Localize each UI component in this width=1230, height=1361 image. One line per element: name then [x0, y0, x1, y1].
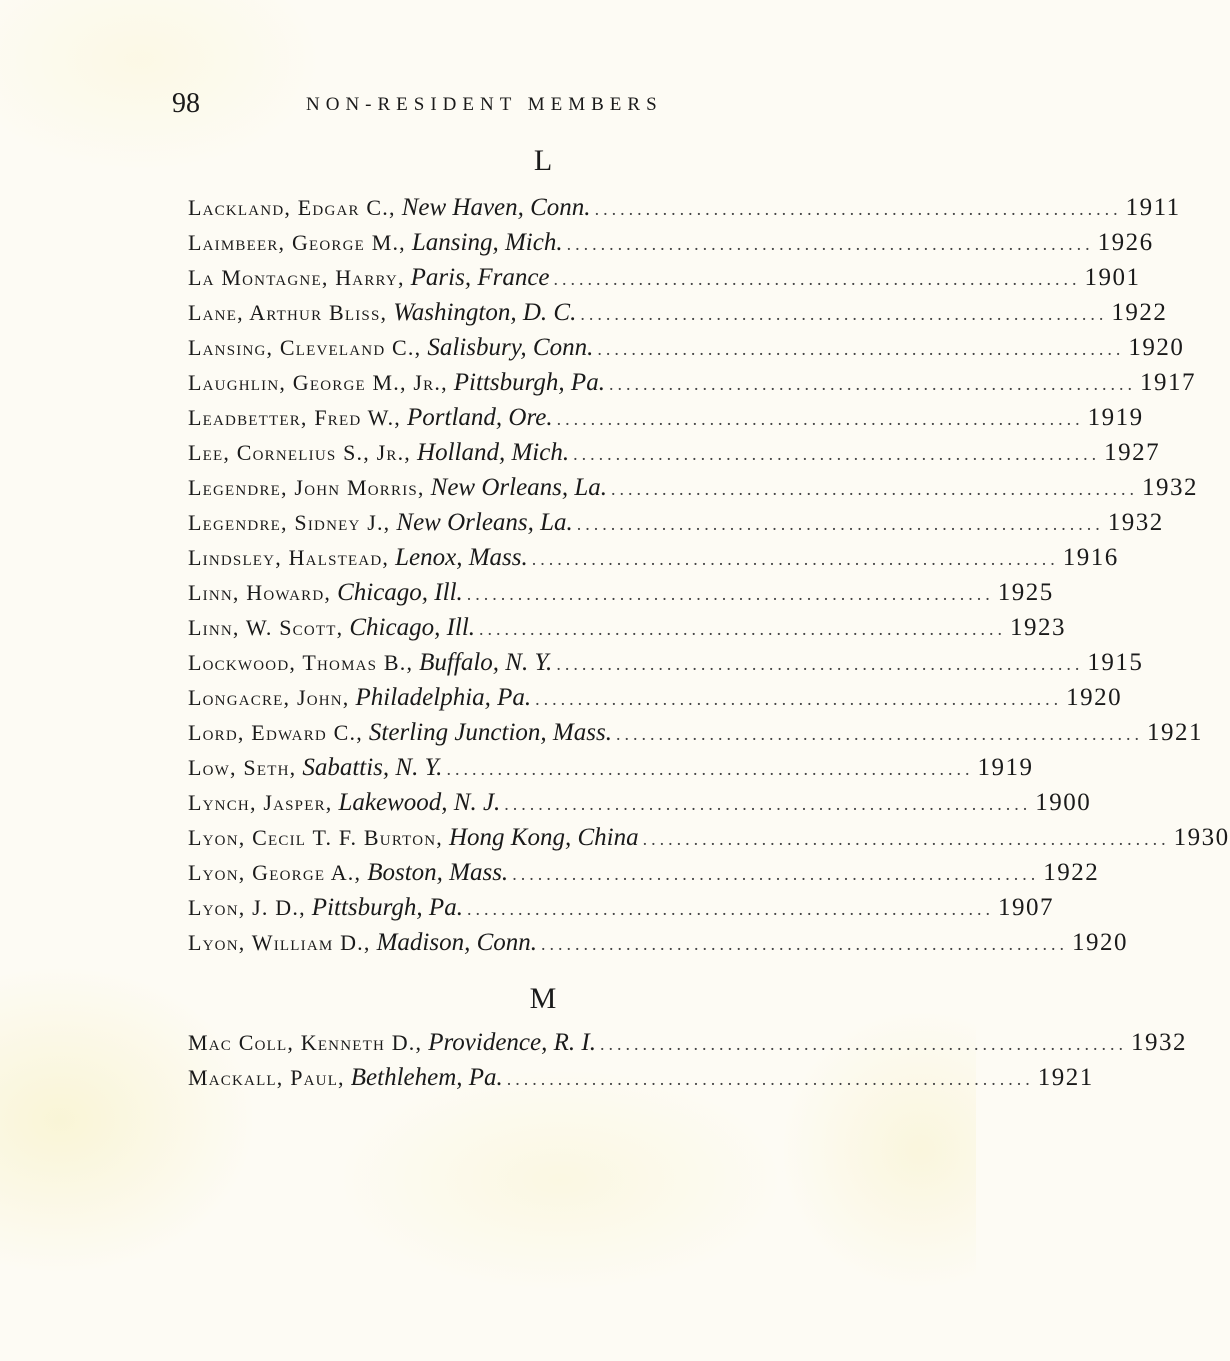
- member-place: Portland, Ore.: [407, 404, 553, 431]
- member-year: 1922: [1111, 299, 1168, 326]
- member-entry: [188, 194, 1181, 229]
- member-place: Sterling Junction, Mass.: [368, 719, 612, 746]
- member-name: La Montagne, Harry,: [188, 265, 405, 290]
- dot-leader: ..............................................................: [580, 304, 1108, 324]
- member-entry: [188, 929, 1129, 964]
- member-entry: [188, 229, 1154, 264]
- member-entry: [188, 439, 1161, 474]
- dot-leader: ..............................................................: [506, 1069, 1034, 1089]
- dot-leader: ..............................................................: [504, 794, 1032, 814]
- member-place: Hong Kong, China: [448, 824, 639, 851]
- member-name: Leadbetter, Fred W.,: [188, 405, 402, 430]
- member-name: Longacre, John,: [188, 685, 350, 710]
- member-place: Holland, Mich.: [417, 439, 570, 466]
- member-place: Salisbury, Conn.: [427, 334, 594, 361]
- member-place: Chicago, Ill.: [349, 614, 476, 641]
- member-entry: [188, 474, 1199, 509]
- member-name: Lackland, Edgar C.,: [188, 195, 396, 220]
- member-name: Lyon, William D.,: [188, 930, 371, 955]
- member-place: Washington, D. C.: [393, 299, 577, 326]
- member-entry: [188, 404, 1144, 439]
- member-year: 1925: [997, 579, 1054, 606]
- dot-leader: ..............................................................: [556, 409, 1084, 429]
- page-number: 98: [172, 88, 200, 119]
- member-year: 1917: [1139, 369, 1196, 396]
- member-name: Lynch, Jasper,: [188, 790, 333, 815]
- member-place: New Orleans, La.: [430, 474, 608, 501]
- member-year: 1911: [1125, 194, 1181, 221]
- member-entry: [188, 1029, 1187, 1064]
- member-list-l: [188, 194, 1230, 964]
- member-entry: [188, 754, 1034, 789]
- member-year: 1930: [1173, 824, 1230, 851]
- member-place: Pittsburgh, Pa.: [453, 369, 605, 396]
- member-name: Lee, Cornelius S., Jr.,: [188, 440, 412, 465]
- member-entry: [188, 299, 1168, 334]
- member-year: 1920: [1072, 929, 1129, 956]
- dot-leader: ..............................................................: [512, 864, 1040, 884]
- member-year: 1932: [1130, 1029, 1187, 1056]
- member-place: Philadelphia, Pa.: [355, 684, 532, 711]
- member-year: 1900: [1035, 789, 1092, 816]
- member-name: Lyon, J. D.,: [188, 895, 306, 920]
- dot-leader: ..............................................................: [576, 514, 1104, 534]
- member-entry: [188, 1064, 1094, 1099]
- dot-leader: ..............................................................: [615, 724, 1143, 744]
- member-place: Boston, Mass.: [367, 859, 509, 886]
- member-entry: [188, 264, 1141, 299]
- member-name: Laimbeer, George M.,: [188, 230, 406, 255]
- member-entry: [188, 509, 1164, 544]
- dot-leader: ..............................................................: [611, 479, 1139, 499]
- member-name: Lansing, Cleveland C.,: [188, 335, 422, 360]
- member-place: Madison, Conn.: [376, 929, 538, 956]
- section-letter-m: M: [529, 982, 557, 1015]
- dot-leader: ..............................................................: [599, 1034, 1127, 1054]
- member-entry: [188, 369, 1196, 404]
- member-name: Linn, Howard,: [188, 580, 332, 605]
- dot-leader: ..............................................................: [573, 444, 1101, 464]
- dot-leader: ..............................................................: [479, 619, 1007, 639]
- member-entry: [188, 544, 1119, 579]
- dot-leader: ..............................................................: [608, 374, 1136, 394]
- member-place: Lakewood, N. J.: [338, 789, 501, 816]
- dot-leader: ..............................................................: [541, 934, 1069, 954]
- member-entry: [188, 649, 1144, 684]
- dot-leader: ..............................................................: [535, 689, 1063, 709]
- member-place: Bethlehem, Pa.: [350, 1064, 503, 1091]
- dot-leader: ..............................................................: [446, 759, 974, 779]
- member-year: 1926: [1097, 229, 1154, 256]
- dot-leader: ..............................................................: [466, 584, 994, 604]
- member-year: 1921: [1037, 1064, 1094, 1091]
- member-name: Mackall, Paul,: [188, 1065, 345, 1090]
- dot-leader: ..............................................................: [531, 549, 1059, 569]
- member-year: 1907: [997, 894, 1054, 921]
- member-place: Chicago, Ill.: [337, 579, 463, 606]
- member-name: Mac Coll, Kenneth D.,: [188, 1030, 423, 1055]
- member-year: 1922: [1043, 859, 1100, 886]
- dot-leader: ..............................................................: [594, 199, 1122, 219]
- member-year: 1932: [1107, 509, 1164, 536]
- member-year: 1915: [1087, 649, 1144, 676]
- member-list-m: [188, 1029, 1187, 1099]
- member-place: Providence, R. I.: [428, 1029, 596, 1056]
- member-entry: [188, 579, 1054, 614]
- member-name: Lockwood, Thomas B.,: [188, 650, 414, 675]
- member-year: 1927: [1104, 439, 1161, 466]
- member-year: 1920: [1066, 684, 1123, 711]
- dot-leader: ..............................................................: [566, 234, 1094, 254]
- member-name: Legendre, Sidney J.,: [188, 510, 391, 535]
- member-year: 1923: [1010, 614, 1067, 641]
- member-name: Lyon, Cecil T. F. Burton,: [188, 825, 443, 850]
- member-entry: [188, 824, 1230, 859]
- member-place: New Haven, Conn.: [401, 194, 591, 221]
- dot-leader: ..............................................................: [553, 269, 1081, 289]
- member-name: Low, Seth,: [188, 755, 297, 780]
- section-letter-l: L: [533, 144, 553, 177]
- member-place: Paris, France: [410, 264, 550, 291]
- member-name: Legendre, John Morris,: [188, 475, 425, 500]
- member-year: 1921: [1146, 719, 1203, 746]
- member-name: Lord, Edward C.,: [188, 720, 363, 745]
- member-entry: [188, 614, 1067, 649]
- member-year: 1901: [1084, 264, 1141, 291]
- member-entry: [188, 894, 1054, 929]
- member-name: Laughlin, George M., Jr.,: [188, 370, 448, 395]
- member-place: Lenox, Mass.: [395, 544, 528, 571]
- member-year: 1920: [1128, 334, 1185, 361]
- member-name: Linn, W. Scott,: [188, 615, 344, 640]
- dot-leader: ..............................................................: [556, 654, 1084, 674]
- member-year: 1919: [977, 754, 1034, 781]
- member-place: Lansing, Mich.: [411, 229, 563, 256]
- member-year: 1916: [1062, 544, 1119, 571]
- member-entry: [188, 789, 1092, 824]
- member-entry: [188, 334, 1185, 369]
- member-name: Lindsley, Halstead,: [188, 545, 390, 570]
- running-head: [172, 88, 792, 124]
- dot-leader: ..............................................................: [642, 829, 1170, 849]
- dot-leader: ..............................................................: [466, 899, 994, 919]
- member-place: Buffalo, N. Y.: [419, 649, 553, 676]
- member-entry: [188, 719, 1203, 754]
- running-title: NON-RESIDENT MEMBERS: [306, 94, 663, 115]
- member-place: Pittsburgh, Pa.: [311, 894, 463, 921]
- member-entry: [188, 859, 1100, 894]
- member-year: 1932: [1142, 474, 1199, 501]
- dot-leader: ..............................................................: [597, 339, 1125, 359]
- member-name: Lane, Arthur Bliss,: [188, 300, 388, 325]
- member-place: Sabattis, N. Y.: [302, 754, 443, 781]
- member-year: 1919: [1087, 404, 1144, 431]
- member-entry: [188, 684, 1123, 719]
- member-place: New Orleans, La.: [396, 509, 573, 536]
- member-name: Lyon, George A.,: [188, 860, 362, 885]
